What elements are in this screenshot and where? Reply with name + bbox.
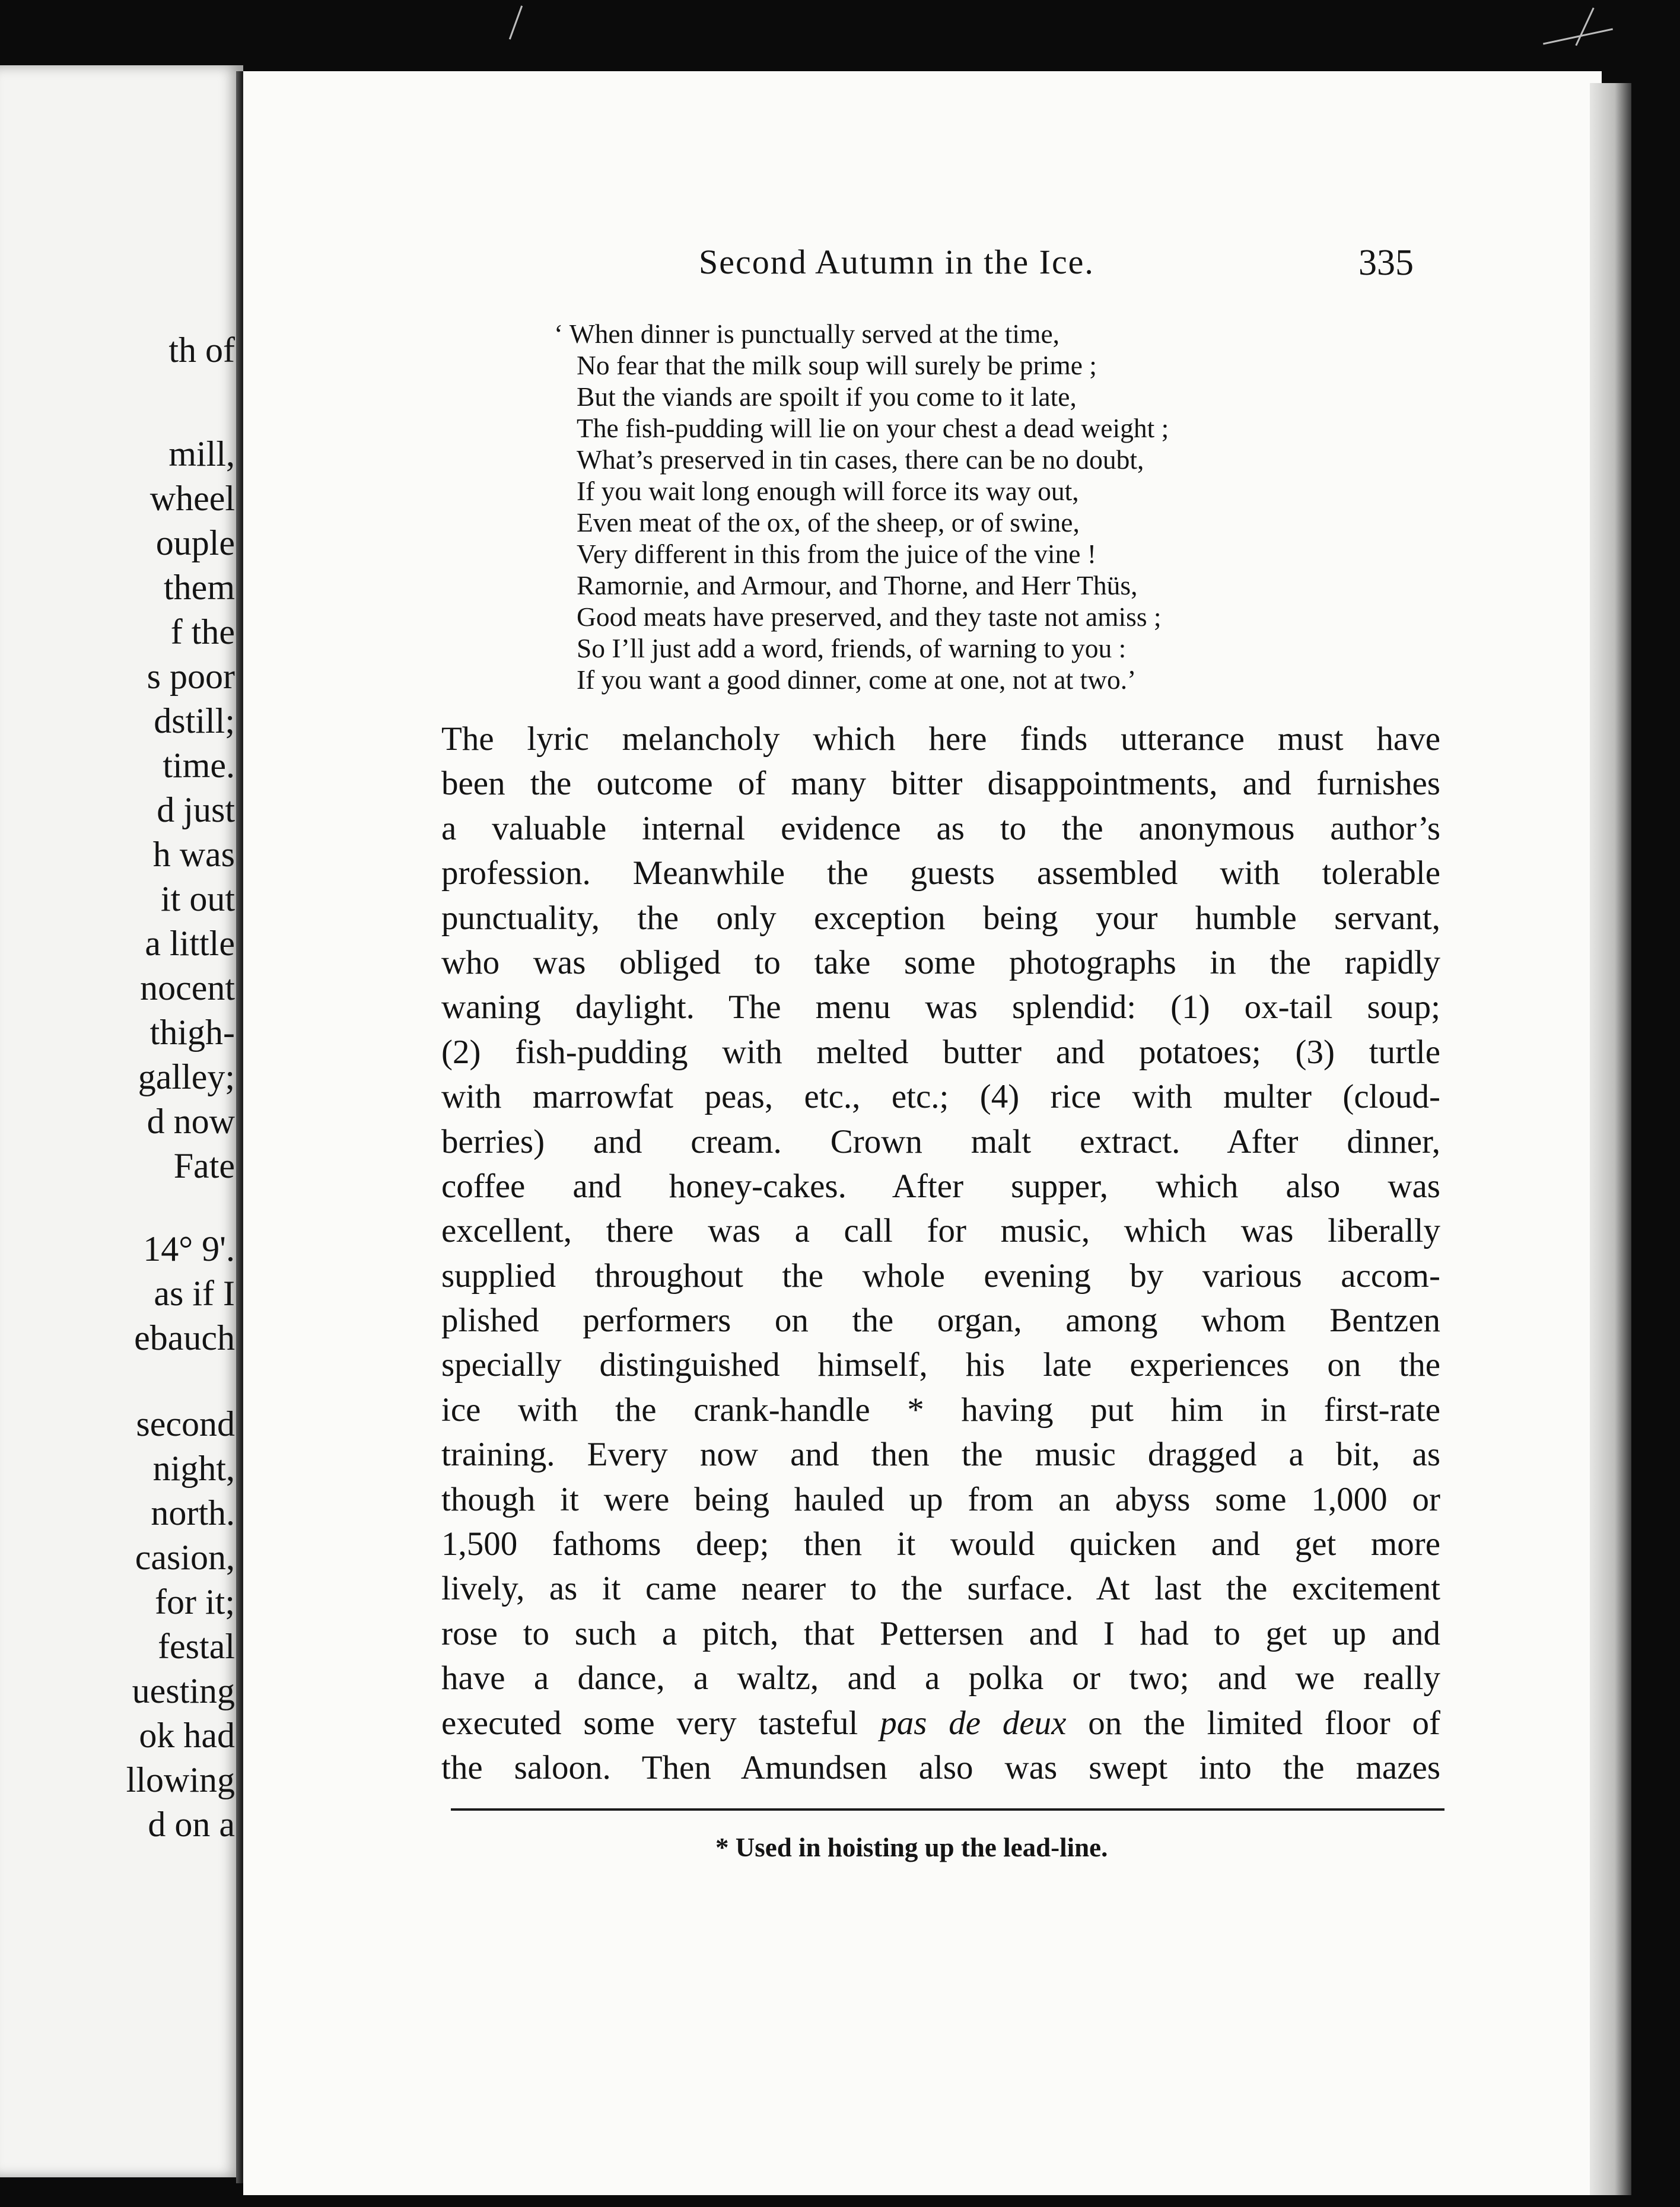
italic-phrase: pas de deux xyxy=(880,1704,1067,1742)
left-page-line: wheel xyxy=(149,479,235,518)
left-page-line: ok had xyxy=(139,1716,235,1755)
left-page xyxy=(0,65,243,2177)
footnote: * Used in hoisting up the lead-line. xyxy=(715,1833,1108,1862)
body-line: The lyric melancholy which here finds utterance must have xyxy=(441,720,1440,758)
footnote-rule xyxy=(451,1808,1444,1811)
left-page-line: dstill; xyxy=(154,701,235,740)
left-page-line: second xyxy=(136,1404,235,1443)
left-page-line: festal xyxy=(158,1627,235,1666)
body-line: berries) and cream. Crown malt extract. After dinner, xyxy=(441,1122,1440,1160)
body-line: 1,500 fathoms deep; then it would quicken and get more xyxy=(441,1525,1440,1563)
left-page-line: north. xyxy=(151,1493,235,1532)
body-line: excellent, there was a call for music, which was liberally xyxy=(441,1212,1440,1250)
scan-mark xyxy=(509,5,523,39)
body-line: executed some very tasteful pas de deux on the limited floor of xyxy=(441,1704,1440,1742)
body-line: lively, as it came nearer to the surface. At last the excitement xyxy=(441,1570,1440,1608)
verse-line: No fear that the milk soup will surely be prime ; xyxy=(577,350,1097,380)
body-line: have a dance, a waltz, and a polka or two; and we really xyxy=(441,1659,1440,1697)
left-page-line: time. xyxy=(163,746,235,785)
body-line: though it were being hauled up from an abyss some 1,000 or xyxy=(441,1480,1440,1518)
body-line: coffee and honey-cakes. After supper, which also was xyxy=(441,1167,1440,1205)
body-line: profession. Meanwhile the guests assembled with tolerable xyxy=(441,854,1440,892)
left-page-line: ebauch xyxy=(134,1318,235,1357)
left-page-line: for it; xyxy=(155,1582,235,1621)
body-line: rose to such a pitch, that Pettersen and I had to get up and xyxy=(441,1614,1440,1652)
left-page-line: them xyxy=(164,568,235,607)
left-page-line: h was xyxy=(152,835,235,874)
body-line: been the outcome of many bitter disappointments, and furnishes xyxy=(441,765,1440,803)
body-line: specially distinguished himself, his late experiences on the xyxy=(441,1346,1440,1384)
left-page-line: d on a xyxy=(148,1805,235,1844)
left-page-line: 14° 9'. xyxy=(143,1229,235,1268)
scan-mark xyxy=(1575,8,1594,46)
verse-line: Good meats have preserved, and they taste not amiss ; xyxy=(577,602,1162,632)
left-page-line: f the xyxy=(170,612,235,651)
left-page-line: nocent xyxy=(140,968,235,1007)
verse-line: Very different in this from the juice of the vine ! xyxy=(577,539,1097,569)
body-line: (2) fish-pudding with melted butter and potatoes; (3) turtle xyxy=(441,1033,1440,1071)
verse-line: Even meat of the ox, of the sheep, or of swine, xyxy=(577,507,1080,538)
body-line: who was obliged to take some photographs in the rapidly xyxy=(441,943,1440,981)
page-edge xyxy=(1590,83,1631,2195)
left-page-line: thigh- xyxy=(149,1013,235,1052)
running-head: Second Autumn in the Ice. xyxy=(699,243,1094,281)
left-page-line: casion, xyxy=(135,1538,235,1577)
left-page-line: Fate xyxy=(173,1146,235,1185)
body-line: a valuable internal evidence as to the anonymous author’s xyxy=(441,809,1440,847)
left-page-line: s poor xyxy=(147,657,235,696)
left-page-line: th of xyxy=(168,330,235,370)
verse-line: But the viands are spoilt if you come to it late, xyxy=(577,381,1077,412)
left-page-line: mill, xyxy=(168,434,235,473)
left-page-line: galley; xyxy=(138,1057,235,1096)
left-page-line: llowing xyxy=(126,1760,235,1799)
body-line: with marrowfat peas, etc., etc.; (4) rice with multer (cloud- xyxy=(441,1078,1440,1116)
body-line: supplied throughout the whole evening by various accom- xyxy=(441,1257,1440,1295)
left-page-line: it out xyxy=(160,879,235,918)
left-page-line: ouple xyxy=(155,523,235,562)
page-number: 335 xyxy=(1358,243,1414,283)
left-page-line: as if I xyxy=(154,1274,235,1313)
left-page-line: uesting xyxy=(132,1671,235,1710)
left-page-line: d just xyxy=(157,790,235,829)
body-line: punctuality, the only exception being your humble servant, xyxy=(441,899,1440,937)
body-text xyxy=(441,717,1440,1790)
verse-line: ‘ When dinner is punctually served at the time, xyxy=(554,319,1060,349)
body-line: plished performers on the organ, among whom Bentzen xyxy=(441,1302,1440,1340)
verse-line: So I’ll just add a word, friends, of warning to you : xyxy=(577,633,1127,663)
verse-line: What’s preserved in tin cases, there can be no doubt, xyxy=(577,444,1144,475)
left-page-line: a little xyxy=(145,924,235,963)
body-line: ice with the crank-handle * having put him in first-rate xyxy=(441,1391,1440,1429)
verse-line: The fish-pudding will lie on your chest a dead weight ; xyxy=(577,413,1169,443)
left-page-line: d now xyxy=(147,1102,235,1141)
left-page-line: night, xyxy=(152,1449,235,1488)
body-line: the saloon. Then Amundsen also was swept into the mazes xyxy=(441,1748,1440,1786)
body-line: training. Every now and then the music dragged a bit, as xyxy=(441,1436,1440,1474)
verse-line: If you want a good dinner, come at one, not at two.’ xyxy=(577,664,1137,695)
body-line: waning daylight. The menu was splendid: (1) ox-tail soup; xyxy=(441,988,1440,1026)
verse-block xyxy=(554,318,1325,695)
verse-line: Ramornie, and Armour, and Thorne, and Herr Thüs, xyxy=(577,570,1138,600)
verse-line: If you wait long enough will force its way out, xyxy=(577,476,1079,506)
